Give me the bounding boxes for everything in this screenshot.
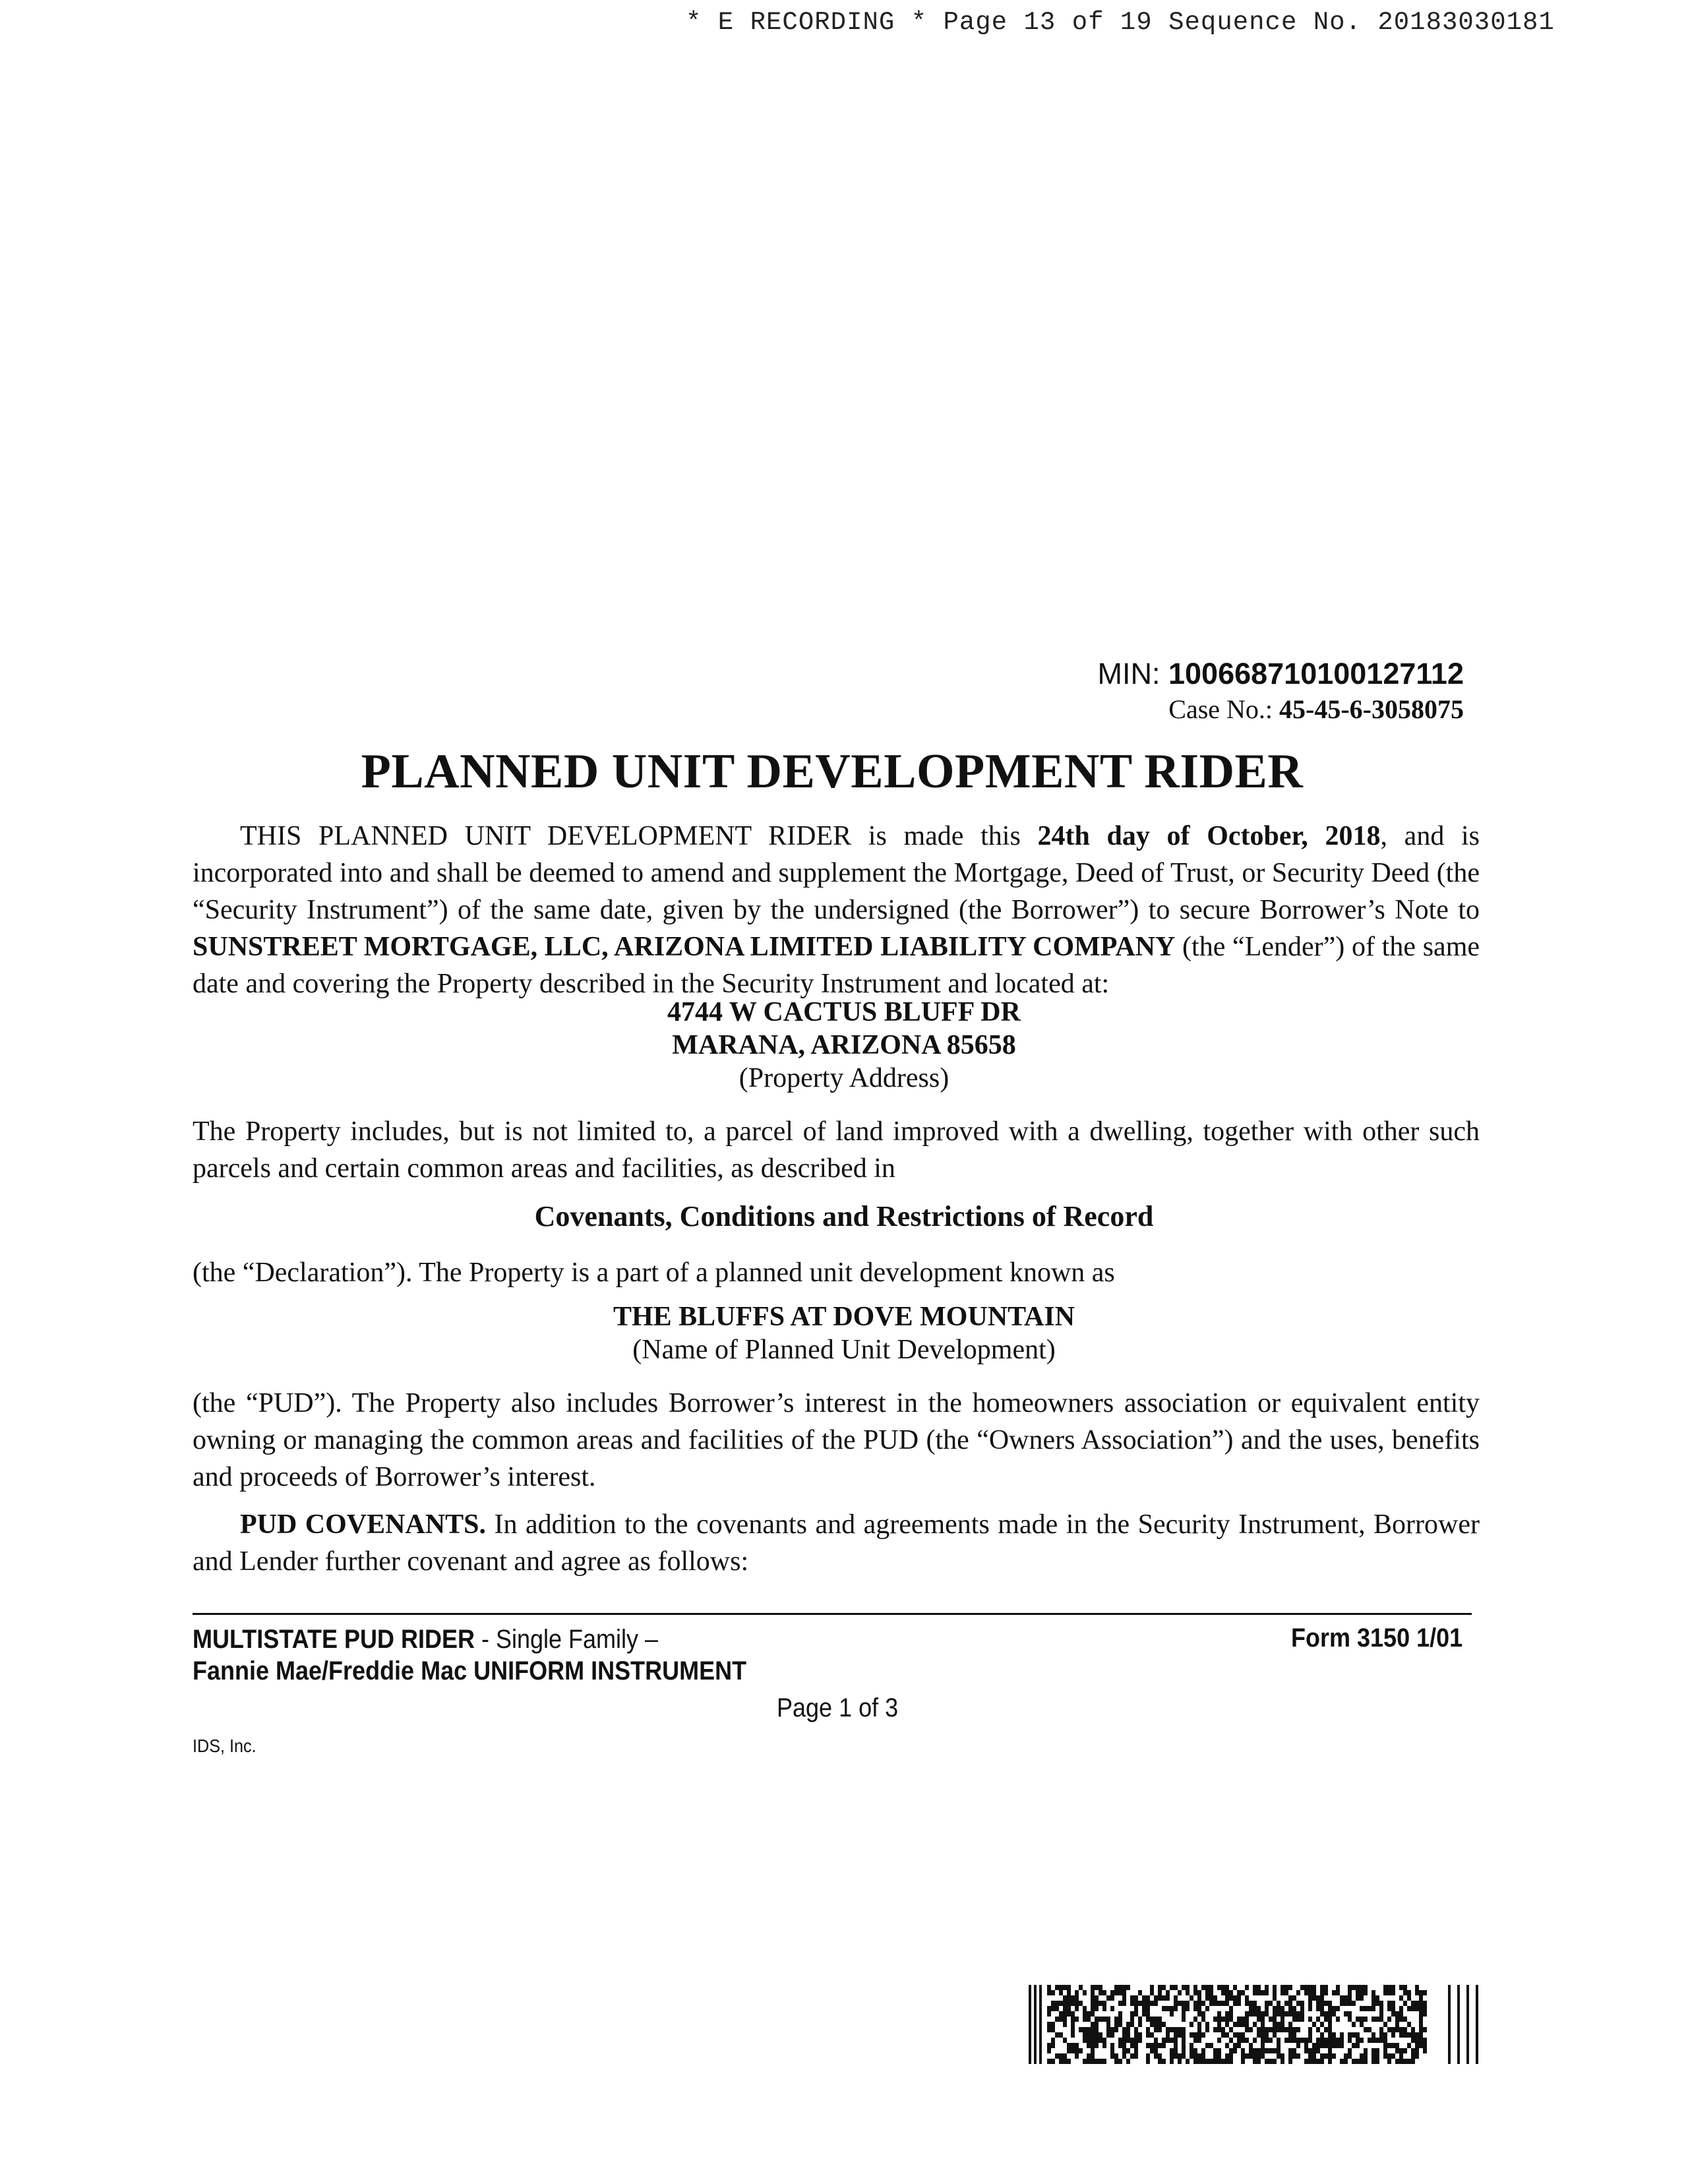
page-title: PLANNED UNIT DEVELOPMENT RIDER <box>361 744 1304 799</box>
intro-text-2: , and is incorporated into and shall be deemed to amend and supplement the Mortgage, Deed of Trust, or Security Deed (the “Security Instrument”) of the same date, given by the undersigned (the Borrower”) to secure Borrower’s Note to <box>193 821 1480 925</box>
footer-divider <box>193 1613 1472 1615</box>
property-paragraph <box>193 1113 1480 1187</box>
declaration-paragraph-text: (the “Declaration”). The Property is a part of a planned unit development known as <box>193 1258 1115 1288</box>
intro-text-3: (the “Lender”) of the same date and covering the Property described in the Security Instrument and located at: <box>193 932 1480 999</box>
covenants-heading: PUD COVENANTS. <box>240 1509 487 1540</box>
address-line-1: 4744 W CACTUS BLUFF DR <box>667 997 1021 1027</box>
intro-text-1: THIS PLANNED UNIT DEVELOPMENT RIDER is made this <box>240 821 1038 851</box>
rider-date: 24th day of October, 2018 <box>1037 821 1381 851</box>
page-number: Page 1 of 3 <box>777 1693 899 1722</box>
min-number <box>1097 657 1464 691</box>
footer-form-title <box>193 1623 746 1687</box>
pud-caption: (Name of Planned Unit Development) <box>632 1335 1056 1365</box>
pud-name: THE BLUFFS AT DOVE MOUNTAIN <box>613 1302 1075 1332</box>
form-number: Form 3150 1/01 <box>1291 1623 1463 1653</box>
case-number <box>1168 694 1464 725</box>
covenants-text: In addition to the covenants and agreements made in the Security Instrument, Borrower and Lender further covenant and agree as follows: <box>193 1509 1480 1577</box>
case-label: Case No.: <box>1168 694 1273 724</box>
uniform-instrument: Fannie Mae/Freddie Mac UNIFORM INSTRUMENT <box>193 1656 747 1685</box>
lender-name: SUNSTREET MORTGAGE, LLC, ARIZONA LIMITED LIABILITY COMPANY <box>193 932 1176 962</box>
declaration-name: Covenants, Conditions and Restrictions of Record <box>534 1200 1154 1232</box>
covenants-paragraph <box>193 1506 1480 1580</box>
address-line-2: MARANA, ARIZONA 85658 <box>672 1030 1016 1060</box>
form-subtitle: - Single Family – <box>474 1625 659 1654</box>
pud-name-block <box>0 1300 1688 1366</box>
case-value: 45-45-6-3058075 <box>1279 694 1464 724</box>
barcode-image <box>1029 1985 1484 2064</box>
min-value: 100668710100127112 <box>1168 657 1464 690</box>
declaration-paragraph <box>193 1254 1480 1291</box>
property-address-block <box>0 996 1688 1095</box>
property-paragraph-text: The Property includes, but is not limited to, a parcel of land improved with a dwelling, together with other such parcels and certain common areas and facilities, as described in <box>193 1116 1480 1184</box>
publisher-label: IDS, Inc. <box>193 1736 256 1756</box>
min-label: MIN: <box>1097 657 1160 690</box>
address-caption: (Property Address) <box>738 1063 950 1093</box>
pud-paragraph <box>193 1385 1480 1496</box>
intro-paragraph <box>193 818 1480 1002</box>
pud-paragraph-text: (the “PUD”). The Property also includes Borrower’s interest in the homeowners association or equivalent entity owning or managing the common areas and facilities of the PUD (the “Owners Association”) and the uses, benefits and proceeds of Borrower’s interest. <box>193 1388 1480 1492</box>
form-title: MULTISTATE PUD RIDER <box>193 1625 475 1654</box>
recording-header: * E RECORDING * Page 13 of 19 Sequence No. 20183030181 <box>686 8 1555 37</box>
